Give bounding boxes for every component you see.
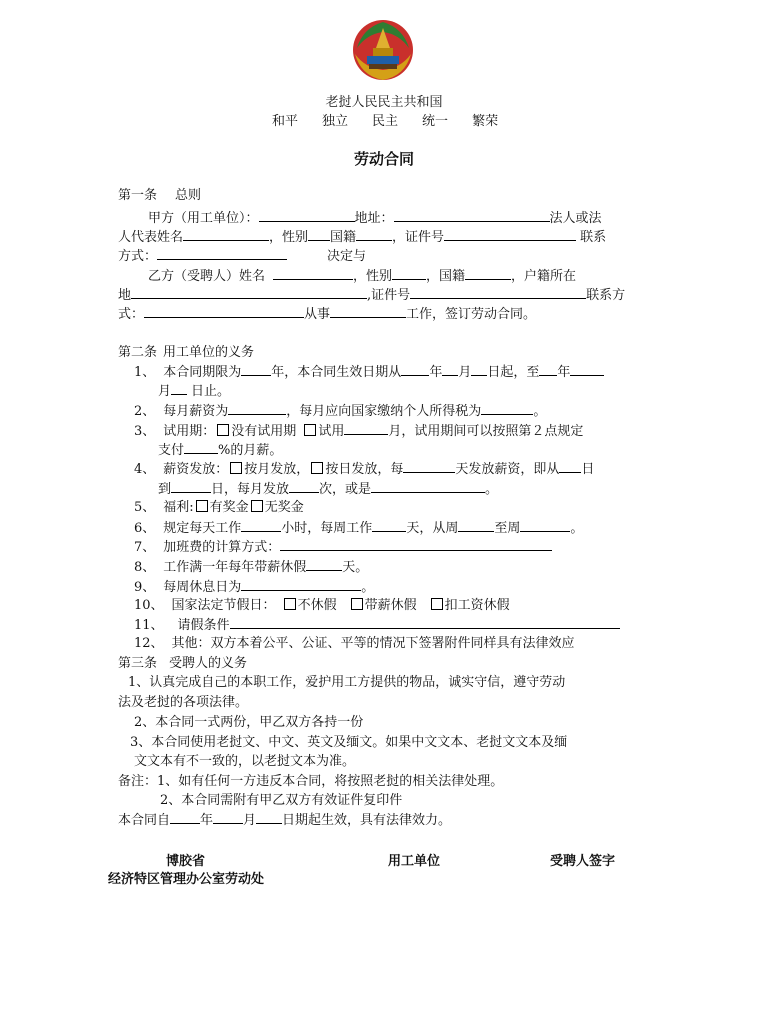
bonus-checkbox[interactable] xyxy=(196,500,208,512)
paid-holiday-checkbox[interactable] xyxy=(351,598,363,610)
payment-line-2: 到 日，每月发放 次，或是 。 xyxy=(158,479,498,499)
national-emblem xyxy=(351,18,415,82)
benefits-line: 5、 福利: 有奖金 无奖金 xyxy=(134,500,304,515)
article-1-line-5: 地 ,证件号 联系方 xyxy=(118,285,625,305)
no-bonus-checkbox[interactable] xyxy=(251,500,263,512)
duty-3-line-1: 3、本合同使用老挝文、中文、英文及缅文。如果中文文本、老挝文文本及缅 xyxy=(130,735,568,750)
annual-leave-line: 8、 工作满一年每年带薪休假 天。 xyxy=(134,557,368,577)
article-3-heading: 第三条 受聘人的义务 xyxy=(118,656,248,671)
duty-1-line-2: 法及老挝的各项法律。 xyxy=(118,695,249,710)
probation-line-1: 3、 试用期： 没有试用期 试用 月，试用期间可以按照第２点规定 xyxy=(134,421,583,441)
article-1-line-3: 方式： 决定与 xyxy=(118,246,366,266)
province-label: 博胶省 xyxy=(166,854,206,869)
daily-pay-checkbox[interactable] xyxy=(311,462,323,474)
holiday-line: 10、 国家法定节假日： 不休假 带薪休假 扣工资休假 xyxy=(134,598,510,613)
leave-condition-line: 11、 请假条件 xyxy=(134,615,620,635)
employee-signature-label: 受聘人签字 xyxy=(550,854,616,869)
article-1-heading: 第一条 总则 xyxy=(118,188,202,203)
article-2-heading: 第二条 用工单位的义务 xyxy=(118,345,255,360)
motto-word: 民主 xyxy=(372,114,399,129)
duty-3-line-2: 文文本有不一致的，以老挝文本为准。 xyxy=(134,754,356,769)
motto-word: 繁荣 xyxy=(472,114,499,129)
note-2: 2、本合同需附有甲乙双方有效证件复印件 xyxy=(160,793,403,808)
motto-word: 独立 xyxy=(322,114,349,129)
probation-checkbox[interactable] xyxy=(304,424,316,436)
other-line: 12、 其他：双方本着公平、公证、平等的情况下签署附件同样具有法律效应 xyxy=(134,636,575,651)
motto-word: 和平 xyxy=(272,114,299,129)
term-line-1: 1、 本合同期限为 年，本合同生效日期从 年 月 日起，至 年 xyxy=(134,362,604,382)
article-1-line-1: 甲方（用工单位）： 地址： 法人或法 xyxy=(148,208,602,228)
duty-1-line-1: 1、认真完成自己的本职工作，爱护用工方提供的物品，诚实守信，遵守劳动 xyxy=(128,675,566,690)
payment-line-1: 4、 薪资发放： 按月发放， 按日发放，每 天发放薪资，即从 日 xyxy=(134,459,594,479)
working-hours-line: 6、 规定每天工作 小时，每周工作 天，从周 至周 。 xyxy=(134,518,583,538)
probation-line-2: 支付 %的月薪。 xyxy=(158,440,282,460)
duty-2: 2、本合同一式两份，甲乙双方各持一份 xyxy=(134,715,364,730)
article-1-line-2: 人代表姓名 ，性别 国籍 ，证件号 联系 xyxy=(118,227,606,247)
no-probation-checkbox[interactable] xyxy=(217,424,229,436)
no-holiday-checkbox[interactable] xyxy=(284,598,296,610)
term-line-2: 月 日止。 xyxy=(158,381,230,401)
note-1: 备注：1、如有任何一方违反本合同，将按照老挝的相关法律处理。 xyxy=(118,774,504,789)
country-name: 老挝人民民主共和国 xyxy=(325,95,443,110)
article-1-line-4: 乙方（受聘人）姓名 ，性别 ，国籍 ，户籍所在 xyxy=(148,266,576,286)
overtime-line: 7、 加班费的计算方式： xyxy=(134,537,552,557)
salary-line: 2、 每月薪资为 ，每月应向国家缴纳个人所得税为 。 xyxy=(134,401,546,421)
motto-word: 统一 xyxy=(422,114,449,129)
document-title: 劳动合同 xyxy=(353,150,414,168)
employer-signature-label: 用工单位 xyxy=(388,854,441,869)
effective-date-line: 本合同自 年 月 日期起生效，具有法律效力。 xyxy=(118,810,451,830)
labor-office-label: 经济特区管理办公室劳动处 xyxy=(108,872,265,887)
article-1-line-6: 式： 从事 工作，签订劳动合同。 xyxy=(118,304,536,324)
unpaid-holiday-checkbox[interactable] xyxy=(431,598,443,610)
rest-day-line: 9、 每周休息日为 。 xyxy=(134,577,374,597)
monthly-pay-checkbox[interactable] xyxy=(230,462,242,474)
motto xyxy=(272,110,498,129)
